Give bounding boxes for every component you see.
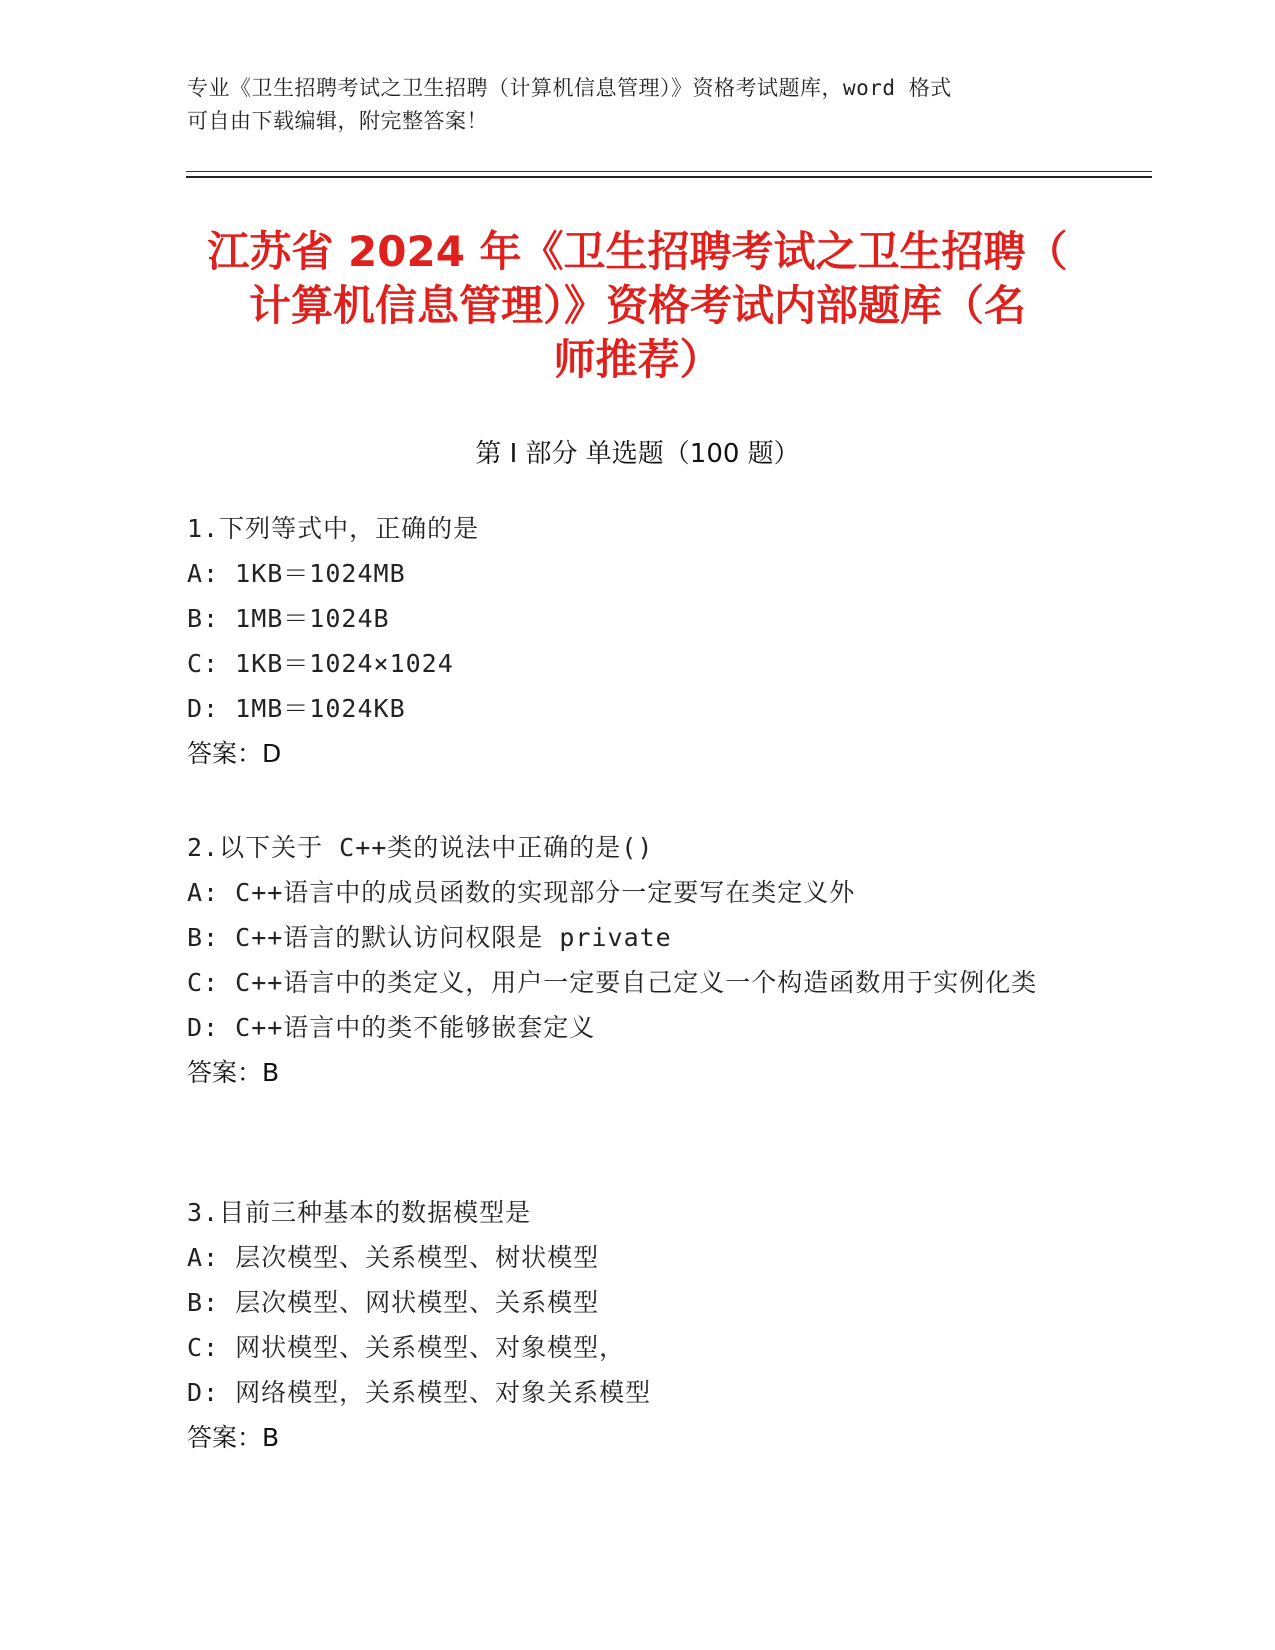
header-note-line-1: 专业《卫生招聘考试之卫生招聘（计算机信息管理）》资格考试题库，word 格式	[187, 76, 952, 100]
option-c: C: C++语言中的类定义，用户一定要自己定义一个构造函数用于实例化类	[187, 968, 1038, 997]
section-title: 第 I 部分 单选题（100 题）	[475, 439, 800, 469]
answer-label: 答案：D	[187, 739, 282, 768]
question-1	[187, 506, 1067, 776]
header-rule-thin	[186, 171, 1152, 172]
option-b: B: C++语言的默认访问权限是 private	[187, 923, 672, 952]
document-title	[150, 225, 1125, 387]
option-b: B: 层次模型、网状模型、关系模型	[187, 1288, 600, 1317]
option-d: D: C++语言中的类不能够嵌套定义	[187, 1013, 596, 1042]
question-stem: 1.下列等式中，正确的是	[187, 514, 480, 543]
option-a: A: 1KB＝1024MB	[187, 559, 406, 588]
question-2	[187, 825, 1067, 1095]
option-d: D: 1MB＝1024KB	[187, 694, 406, 723]
title-line-1: 江苏省 2024 年《卫生招聘考试之卫生招聘（	[207, 227, 1068, 276]
header-rule-thick	[186, 176, 1152, 178]
option-a: A: 层次模型、关系模型、树状模型	[187, 1243, 600, 1272]
option-d: D: 网络模型，关系模型、对象关系模型	[187, 1378, 652, 1407]
option-c: C: 网状模型、关系模型、对象模型，	[187, 1333, 626, 1362]
question-3	[187, 1190, 1067, 1460]
question-stem: 2.以下关于 C++类的说法中正确的是()	[187, 833, 654, 862]
title-line-2: 计算机信息管理）》资格考试内部题库（名	[248, 281, 1026, 330]
header-note-line-2: 可自由下载编辑，附完整答案！	[187, 109, 488, 133]
header-note	[187, 72, 1087, 138]
answer-label: 答案：B	[187, 1423, 280, 1452]
option-b: B: 1MB＝1024B	[187, 604, 390, 633]
question-stem: 3.目前三种基本的数据模型是	[187, 1198, 532, 1227]
title-line-3: 师推荐）	[553, 335, 722, 384]
answer-label: 答案：B	[187, 1058, 280, 1087]
option-c: C: 1KB＝1024×1024	[187, 649, 454, 678]
option-a: A: C++语言中的成员函数的实现部分一定要写在类定义外	[187, 878, 856, 907]
